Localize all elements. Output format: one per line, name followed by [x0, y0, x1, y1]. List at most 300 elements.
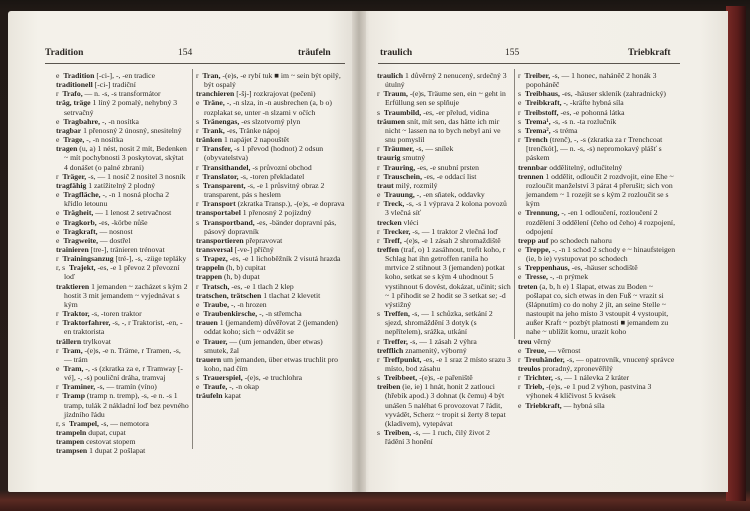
entry-definition: -s, — 1 nosič 2 nositel 3 nosník — [88, 171, 186, 181]
running-head-last: Triebkraft — [628, 48, 671, 58]
dictionary-entry — [377, 309, 511, 336]
dictionary-entry — [196, 391, 346, 400]
column-2 — [518, 71, 678, 410]
dictionary-entry — [377, 337, 511, 346]
dictionary-entry — [196, 291, 346, 300]
entry-gender: r — [56, 171, 59, 181]
dictionary-entry — [56, 318, 189, 336]
entry-headword: Tragweite, — [63, 235, 98, 245]
entry-gender: e — [56, 226, 60, 236]
entry-definition: -s, -toren překladatel — [240, 171, 305, 181]
entry-definition: -s, — 1 nálevka 2 kráter — [554, 373, 630, 383]
dictionary-entry — [377, 190, 511, 199]
entry-headword: transportieren — [196, 235, 244, 245]
entry-headword: tranchieren — [196, 89, 235, 99]
entry-gender: r — [377, 89, 380, 99]
dictionary-entry — [518, 355, 678, 364]
entry-definition: [-ci-] tradiční — [94, 80, 136, 90]
dictionary-entry — [56, 446, 189, 455]
entry-headword: Tramp — [62, 391, 85, 401]
entry-definition: -es, -körbe nůše — [98, 217, 148, 227]
entry-gender: s — [518, 116, 521, 126]
dictionary-entry — [518, 272, 678, 281]
entry-definition: -, -n okap — [229, 382, 259, 392]
entry-gender: r — [377, 162, 380, 172]
entry-headword: tränken — [196, 135, 223, 145]
entry-definition: 1 zatížitelný 2 plodný — [88, 180, 156, 190]
entry-gender: s — [377, 309, 380, 319]
dictionary-entry — [56, 80, 189, 89]
entry-definition: — 1 lenost 2 setrvačnost — [95, 208, 172, 218]
entry-definition: -es, -e oddací list — [423, 171, 477, 181]
entry-gender: r — [377, 171, 380, 181]
book-gutter — [352, 11, 366, 492]
entry-headword: trappeln — [196, 263, 225, 273]
entry-headword: Trajekt, — [69, 263, 96, 273]
entry-gender: e — [196, 382, 200, 392]
entry-gender: e — [56, 235, 60, 245]
dictionary-entry — [518, 71, 678, 89]
dictionary-entry — [518, 401, 678, 410]
left-page — [8, 11, 360, 492]
entry-headword: trecken — [377, 217, 402, 227]
entry-definition: (tramp n. tremp), -s, -e n. -s 1 tramp, tulák 2 nákladní loď bez pevného jízdního řádu — [64, 391, 189, 419]
page-number: 155 — [505, 48, 520, 58]
entry-definition: -, -kräfte hybná síla — [563, 98, 624, 108]
entry-definition: — věrnost — [548, 345, 581, 355]
entry-headword: trampeln — [56, 428, 87, 438]
entry-headword: Treffpunkt, — [383, 354, 422, 364]
dictionary-entry — [518, 236, 678, 245]
dictionary-entry — [518, 135, 678, 162]
entry-headword: träufeln — [196, 391, 223, 401]
dictionary-entry — [196, 309, 346, 318]
dictionary-entry — [377, 346, 511, 355]
dictionary-entry — [196, 355, 346, 373]
entry-headword: Translator, — [202, 171, 239, 181]
entry-headword: Tresse, — [525, 272, 548, 282]
dictionary-entry — [196, 300, 346, 309]
entry-headword: Transithandel, — [202, 162, 251, 172]
entry-headword: träg, träge — [56, 98, 91, 108]
entry-headword: Trennung, — [525, 208, 560, 218]
dictionary-entry — [196, 126, 346, 135]
entry-headword: trennen — [518, 171, 544, 181]
entry-definition: (trenč), -, -s (zkratka za r Trenchcoat [trenčkót], — n. -s, -s) nepromokavý plášť s páskem — [526, 135, 663, 163]
entry-definition: -es, -e 1 převoz 2 převozní loď — [64, 263, 180, 282]
entry-headword: Transfer, — [202, 144, 233, 154]
dictionary-entry — [518, 163, 678, 172]
entry-gender: r — [377, 235, 380, 245]
dictionary-entry — [377, 144, 511, 153]
dictionary-entry — [56, 364, 189, 382]
entry-headword: tragbar — [56, 125, 82, 135]
entry-definition: proradný, zpronevěřilý — [542, 364, 613, 373]
header-rule — [378, 63, 680, 64]
dictionary-entry — [518, 98, 678, 107]
dictionary-entry — [56, 89, 189, 98]
entry-headword: Trauung, — [384, 190, 415, 200]
entry-definition: — dostřel — [99, 235, 131, 245]
book-cover-edge — [726, 6, 746, 501]
entry-gender: r, s — [56, 263, 66, 273]
entry-definition: (zkratka Transp.), -(e)s, -e doprava — [237, 199, 345, 209]
dictionary-entry — [377, 245, 511, 309]
dictionary-entry — [56, 282, 189, 309]
dictionary-entry — [377, 355, 511, 373]
dictionary-entry — [56, 245, 189, 254]
entry-headword: Trauerspiel, — [202, 373, 243, 383]
dictionary-entry — [196, 89, 346, 98]
entry-definition: -s průvozní obchod — [252, 162, 312, 172]
entry-headword: Traktorfahrer, — [62, 318, 111, 328]
entry-gender: e — [56, 190, 60, 200]
entry-definition: po schodech nahoru — [550, 235, 612, 245]
entry-headword: Treibhaus, — [524, 89, 560, 99]
entry-headword: treffen — [377, 244, 400, 254]
entry-definition: znamenitý, výborný — [405, 345, 467, 355]
dictionary-entry — [196, 181, 346, 199]
entry-headword: Transport — [202, 199, 236, 209]
entry-headword: Traubenkirsche, — [203, 309, 258, 319]
dictionary-entry — [377, 117, 511, 144]
entry-gender: r — [56, 382, 59, 392]
entry-definition: -s, — nemotora — [100, 418, 149, 428]
entry-gender: e — [518, 272, 522, 282]
entry-definition: -s, -toren traktor — [91, 309, 142, 319]
entry-gender: s — [196, 373, 199, 383]
dictionary-entry — [56, 227, 189, 236]
entry-headword: träumen — [377, 116, 406, 126]
entry-gender: r — [196, 199, 199, 209]
dictionary-entry — [377, 108, 511, 117]
entry-headword: trepp auf — [518, 235, 549, 245]
dictionary-entry — [56, 263, 189, 281]
dictionary-entry — [377, 236, 511, 245]
entry-gender: s — [518, 125, 521, 135]
entry-definition: -(e)s, -e n. Träme, r Tramen, -s, — trám — [64, 345, 181, 364]
entry-headword: treu — [518, 336, 532, 346]
dictionary-entry — [196, 282, 346, 291]
entry-gender: r — [56, 254, 59, 264]
entry-headword: Trägheit, — [63, 208, 94, 218]
entry-headword: Treppenhaus, — [524, 263, 570, 273]
entry-definition: -es, -häuser skleník (zahradnický) — [561, 89, 666, 99]
entry-gender: s — [518, 89, 521, 99]
entry-definition: -s, -, r Traktorist, -en, -en traktorista — [64, 318, 183, 337]
column-2 — [196, 71, 346, 401]
entry-headword: trampsen — [56, 446, 88, 456]
entry-headword: trappen — [196, 272, 223, 282]
entry-definition: 1 důvěrný 2 nenucený, srdečný 3 útulný — [385, 71, 507, 90]
entry-definition: -s, — opatrovník, vnucený správce — [566, 354, 675, 364]
entry-headword: tragfähig — [56, 180, 87, 190]
entry-headword: Treff, — [383, 235, 402, 245]
entry-headword: Traumbild, — [383, 107, 422, 117]
entry-gender: r — [196, 162, 199, 172]
entry-gender: r — [56, 309, 59, 319]
entry-headword: transversal — [196, 244, 233, 254]
dictionary-entry — [518, 245, 678, 263]
dictionary-entry — [518, 108, 678, 117]
entry-headword: Tran, — [202, 71, 221, 80]
dictionary-entry — [196, 199, 346, 208]
entry-headword: Trauer, — [203, 336, 228, 346]
column-1 — [377, 71, 511, 446]
entry-headword: Trauring, — [383, 162, 416, 172]
dictionary-entry — [56, 419, 189, 428]
entry-definition: vléci — [403, 217, 419, 227]
entry-definition: (h, b) cupitat — [226, 263, 266, 273]
header-rule — [45, 63, 345, 64]
entry-headword: Treffer, — [383, 336, 408, 346]
entry-gender: r — [518, 107, 521, 117]
entry-gender: s — [377, 428, 380, 438]
entry-definition: 1 tlachat 2 klevetit — [263, 290, 321, 300]
dictionary-entry — [518, 89, 678, 98]
entry-headword: treulos — [518, 364, 541, 373]
entry-headword: Tram, — [63, 364, 84, 373]
dictionary-entry — [196, 117, 346, 126]
dictionary-entry — [56, 236, 189, 245]
dictionary-entry — [56, 172, 189, 181]
dictionary-entry — [377, 163, 511, 172]
entry-definition: -s, — 1 zásah 2 výhra — [409, 336, 477, 346]
entry-definition: -, -n hrozen — [230, 299, 267, 309]
dictionary-entry — [518, 373, 678, 382]
entry-headword: Treuhänder, — [524, 354, 565, 364]
entry-headword: tragen — [56, 144, 78, 154]
entry-gender: s — [196, 254, 199, 264]
dictionary-entry — [56, 135, 189, 144]
entry-definition: — (um jemanden, über etwas) smutek, žal — [204, 336, 323, 355]
entry-gender: r — [377, 336, 380, 346]
dictionary-entry — [518, 172, 678, 209]
entry-headword: Traufe, — [203, 382, 228, 392]
dictionary-entry — [56, 346, 189, 364]
entry-definition: — n. -s, -s transformátor — [84, 89, 161, 99]
entry-headword: Trank, — [202, 125, 225, 135]
entry-definition: -, -n 1 nosná plocha 2 křídlo letounu — [64, 190, 170, 209]
entry-gender: r — [196, 281, 199, 291]
dictionary-entry — [377, 382, 511, 428]
column-1 — [56, 71, 189, 456]
dictionary-entry — [56, 428, 189, 437]
entry-headword: Trafo, — [62, 89, 83, 99]
dictionary-entry — [56, 382, 189, 391]
entry-headword: Tragkorb, — [63, 217, 97, 227]
entry-gender: r — [518, 373, 521, 383]
entry-headword: trauern — [196, 354, 222, 364]
entry-gender: e — [377, 190, 381, 200]
entry-definition: -es, -e snubní prsten — [417, 162, 480, 172]
entry-gender: r — [56, 391, 59, 401]
dictionary-entry — [196, 245, 346, 254]
entry-definition: (traf, o) 1 zasáhnout, trefit koho, r Schlag hat ihn getroffen ranila ho mrtvice 2 stihnout 3 (jemanden) potkat koho, setkat se s kým 4 uhodnout 5 vystihnout 6 dovést, dokázat, učinit; sich ~ 1 přihodit se 2 hodit se 3 setkat se; -d výstižný — [385, 244, 511, 309]
entry-headword: Tragbahre, — [63, 116, 101, 126]
entry-headword: Treiber, — [524, 71, 551, 80]
entry-gender: e — [56, 71, 60, 80]
entry-headword: trällern — [56, 336, 82, 346]
dictionary-entry — [518, 346, 678, 355]
entry-definition: 1 dupat 2 pošlapat — [89, 446, 146, 456]
entry-definition: -s, -e 1 průsvitný obraz 2 transparent, pás s heslem — [204, 180, 325, 200]
entry-headword: traditionell — [56, 80, 93, 90]
entry-gender: e — [518, 345, 522, 355]
entry-definition: věrný — [533, 336, 551, 346]
entry-definition: (h, b) dupat — [223, 272, 260, 282]
dictionary-entry — [56, 126, 189, 135]
entry-gender: r — [56, 89, 59, 99]
entry-headword: tratschen, trätschen — [196, 290, 262, 300]
entry-gender: e — [56, 208, 60, 218]
entry-gender: s — [518, 263, 521, 273]
dictionary-entry — [518, 364, 678, 373]
dictionary-entry — [56, 117, 189, 126]
dictionary-entry — [196, 98, 346, 116]
dictionary-entry — [56, 190, 189, 208]
dictionary-entry — [56, 98, 189, 116]
entry-definition: dupat, cupat — [88, 428, 126, 438]
entry-gender: e — [56, 217, 60, 227]
entry-definition: — nosnost — [99, 226, 133, 236]
entry-gender: r — [518, 382, 521, 392]
dictionary-entry — [196, 382, 346, 391]
entry-gender: r, s — [56, 418, 66, 428]
entry-gender: e — [196, 98, 200, 108]
dictionary-entry — [377, 199, 511, 217]
entry-definition: [tre-], tränieren trénovat — [90, 244, 165, 254]
entry-headword: Trieb, — [524, 382, 545, 392]
dictionary-entry — [56, 391, 189, 418]
entry-gender: r — [377, 226, 380, 236]
entry-gender: r — [56, 318, 59, 328]
entry-definition: -s, -s n. -ta rozlučník — [552, 116, 617, 126]
dictionary-entry — [518, 382, 678, 400]
dictionary-entry — [377, 172, 511, 181]
entry-definition: -s, — tramín (víno) — [97, 382, 157, 392]
entry-definition: [-šj-] rozkrajovat (pečeni) — [236, 89, 316, 99]
entry-gender: r — [56, 345, 59, 355]
dictionary-entry — [196, 318, 346, 336]
entry-gender: r — [518, 135, 521, 145]
dictionary-entry — [518, 117, 678, 126]
entry-headword: Treiben, — [383, 428, 412, 438]
dictionary-entry — [56, 437, 189, 446]
entry-definition: -, -n prýmek — [549, 272, 589, 282]
dictionary-entry — [56, 144, 189, 171]
entry-headword: trauen — [196, 318, 218, 328]
entry-definition: -es, -e 1 tlach 2 klep — [231, 281, 294, 291]
running-head-first: Tradition — [45, 48, 84, 58]
entry-gender: r — [518, 71, 521, 80]
column-separator — [514, 69, 515, 339]
entry-headword: Trench — [524, 135, 548, 145]
dictionary-entry — [56, 181, 189, 190]
entry-definition: -es slzotvorný plyn — [241, 116, 301, 126]
dictionary-entry — [377, 89, 511, 107]
entry-definition: -, -en 1 odloučení, rozloučení 2 rozdělení 3 oddělení (čeho od čeho) 4 rozpojení, odpojení — [526, 208, 675, 236]
dictionary-entry — [518, 282, 678, 337]
entry-gender: s — [196, 180, 199, 190]
entry-headword: Traktor, — [62, 309, 90, 319]
entry-definition: (u, a) 1 nést, nosit 2 mít, Bedenken ~ mít pochybnosti 3 poskytovat, skýtat 4 donášet (o palné zbrani) — [64, 144, 187, 172]
entry-headword: Trema², — [524, 125, 551, 135]
entry-definition: trylkovat — [83, 336, 111, 346]
entry-gender: e — [56, 116, 60, 126]
entry-headword: Trainingsanzug — [62, 254, 114, 264]
entry-definition: -(e)s, -e rybí tuk ■ im ~ sein být opilý, být ospalý — [204, 71, 341, 90]
dictionary-entry — [56, 71, 189, 80]
entry-gender: e — [518, 98, 522, 108]
entry-headword: Trage, — [63, 135, 85, 145]
dictionary-entry — [196, 218, 346, 236]
entry-definition: -s, -s 1 výprava 2 kolona povozů 3 vlečná síť — [385, 199, 507, 218]
entry-definition: -, -n střemcha — [259, 309, 302, 319]
entry-definition: -es, -bänder dopravní pás, pásový dopravník — [204, 217, 337, 236]
entry-gender: s — [377, 373, 380, 383]
entry-headword: Trema¹, — [524, 116, 551, 126]
running-head-last: träufeln — [298, 48, 331, 58]
entry-gender: e — [196, 299, 200, 309]
entry-headword: Transportband, — [202, 217, 255, 227]
entry-definition: milý, rozmilý — [395, 180, 438, 190]
dictionary-entry — [377, 153, 511, 162]
entry-gender: r — [196, 171, 199, 181]
entry-definition: -es, -er přelud, vidina — [423, 107, 490, 117]
entry-definition: 1 jemanden ~ zacházet s kým 2 hostit 3 mit jemandem ~ vyjednávat s kým — [64, 281, 188, 309]
dictionary-entry — [196, 263, 346, 272]
page-number: 154 — [178, 48, 193, 58]
entry-headword: trennbar — [518, 162, 548, 172]
entry-headword: Tradition — [63, 71, 95, 80]
dictionary-entry — [377, 71, 511, 89]
entry-headword: treiben — [377, 382, 401, 392]
dictionary-entry — [377, 428, 511, 446]
entry-headword: Träne, — [203, 98, 225, 108]
entry-headword: Traum, — [383, 89, 408, 99]
entry-definition: 1 (jemandem) důvěřovat 2 (jemanden) oddat koho; sich ~ odvážit se — [204, 318, 338, 337]
entry-definition: 1 napájet 2 napouštět — [223, 135, 290, 145]
entry-gender: e — [196, 336, 200, 346]
dictionary-entry — [196, 208, 346, 217]
right-page — [360, 11, 728, 492]
entry-headword: trefflich — [377, 345, 404, 355]
entry-definition: 1 přenosný 2 únosný, snesitelný — [83, 125, 182, 135]
dictionary-entry — [196, 272, 346, 281]
entry-definition: -, -n slza, in -n ausbrechen (a, b o) rozplakat se, unter -n slzami v očích — [204, 98, 332, 117]
entry-headword: trainieren — [56, 244, 89, 254]
dictionary-entry — [377, 181, 511, 190]
entry-definition: přepravovat — [245, 235, 283, 245]
entry-gender: e — [518, 244, 522, 254]
entry-headword: Tragkraft, — [63, 226, 98, 236]
entry-headword: traut — [377, 180, 394, 190]
entry-gender: e — [56, 364, 60, 373]
entry-definition: -es, Tränke nápoj — [226, 125, 280, 135]
entry-definition: -(e)s, -e 1 pud 2 výhon, pastvina 3 výhonek 4 klíčivost 5 kvásek — [526, 382, 652, 401]
dictionary-entry — [56, 208, 189, 217]
dictionary-entry — [377, 373, 511, 382]
dictionary-entry — [196, 337, 346, 355]
dictionary-entry — [196, 144, 346, 162]
entry-definition: -s, — 1 honec, naháněč 2 honák 3 popoháněč — [526, 71, 657, 90]
dictionary-entry — [56, 254, 189, 263]
dictionary-entry — [56, 218, 189, 227]
entry-headword: Tränengas, — [202, 116, 240, 126]
entry-headword: Trichter, — [524, 373, 553, 383]
running-head-first: traulich — [380, 48, 413, 58]
